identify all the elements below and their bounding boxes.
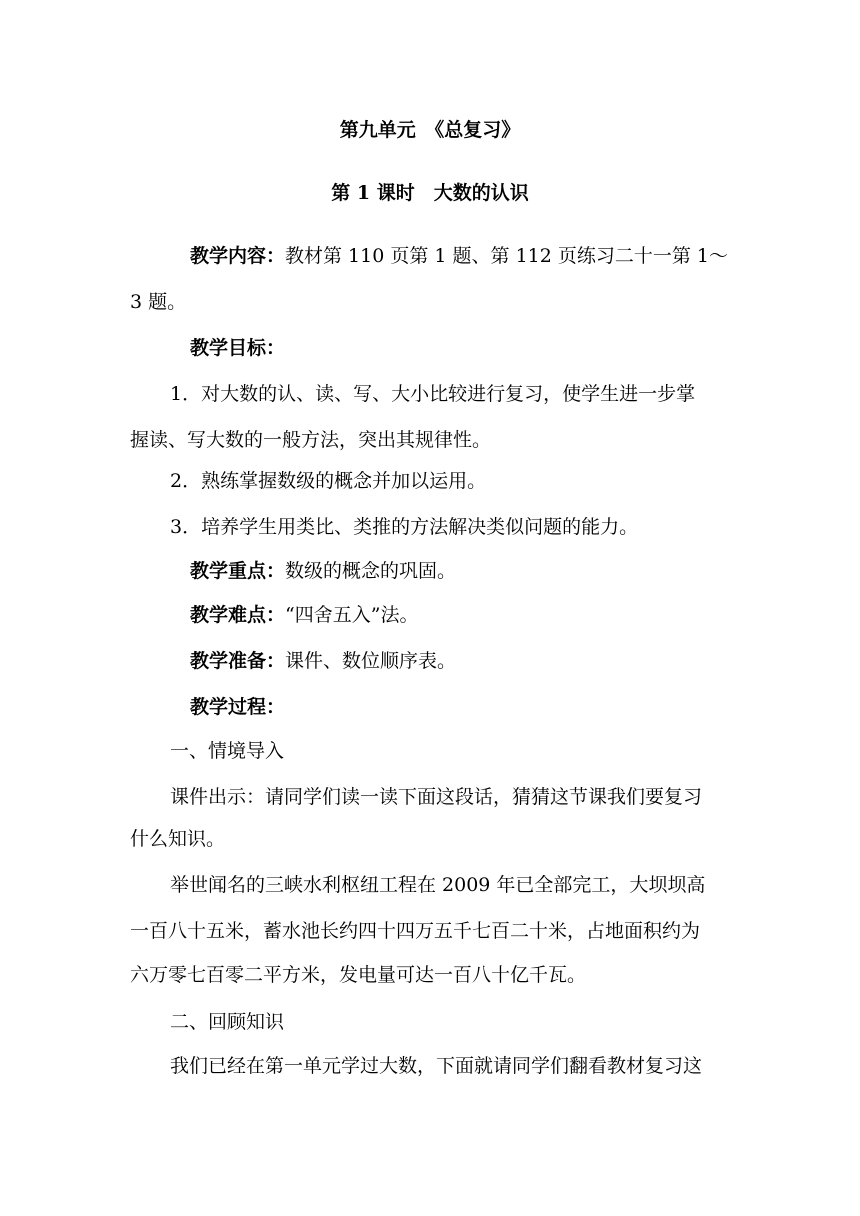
section1-para2-line3: 六万零七百零二平方米，发电量可达一百八十亿千瓦。 bbox=[130, 964, 587, 986]
teaching-content-line2: 3 题。 bbox=[130, 291, 187, 313]
key-point-text: 数级的概念的巩固。 bbox=[285, 560, 457, 582]
key-point-label: 教学重点： bbox=[190, 560, 286, 582]
section1-title: 一、情境导入 bbox=[170, 740, 285, 762]
teaching-goals-label: 教学目标： bbox=[190, 337, 286, 359]
difficult-point bbox=[130, 602, 790, 628]
difficult-point-text: “四舍五入”法。 bbox=[285, 604, 419, 626]
teaching-content-line1 bbox=[130, 243, 790, 269]
teaching-content-label: 教学内容： bbox=[190, 245, 286, 267]
goal1-line2: 握读、写大数的一般方法，突出其规律性。 bbox=[130, 429, 492, 451]
preparation-label: 教学准备： bbox=[190, 650, 286, 672]
section2-title: 二、回顾知识 bbox=[170, 1011, 285, 1033]
preparation bbox=[130, 648, 790, 674]
unit-title: 第九单元 《总复习》 bbox=[339, 119, 521, 141]
goal3: 3．培养学生用类比、类推的方法解决类似问题的能力。 bbox=[170, 516, 639, 538]
teaching-content-text: 教材第 110 页第 1 题、第 112 页练习二十一第 1～ bbox=[285, 245, 729, 267]
goal1-line1: 1．对大数的认、读、写、大小比较进行复习，使学生进一步掌 bbox=[170, 383, 696, 405]
section1-para2-line2: 一百八十五米，蓄水池长约四十四万五千七百二十米，占地面积约为 bbox=[130, 920, 701, 942]
process-label: 教学过程： bbox=[190, 696, 286, 718]
section1-para1-line2: 什么知识。 bbox=[130, 828, 226, 850]
lesson-title: 第 1 课时 大数的认识 bbox=[331, 182, 529, 204]
section1-para2-line1: 举世闻名的三峡水利枢纽工程在 2009 年已全部完工，大坝坝高 bbox=[170, 874, 706, 896]
difficult-point-label: 教学难点： bbox=[190, 604, 286, 626]
section2-para1-line1: 我们已经在第一单元学过大数，下面就请同学们翻看教材复习这 bbox=[170, 1055, 703, 1077]
goal2: 2．熟练掌握数级的概念并加以运用。 bbox=[170, 470, 487, 492]
key-point bbox=[130, 558, 790, 584]
preparation-text: 课件、数位顺序表。 bbox=[285, 650, 457, 672]
section1-para1-line1: 课件出示：请同学们读一读下面这段话，猜猜这节课我们要复习 bbox=[170, 786, 703, 808]
